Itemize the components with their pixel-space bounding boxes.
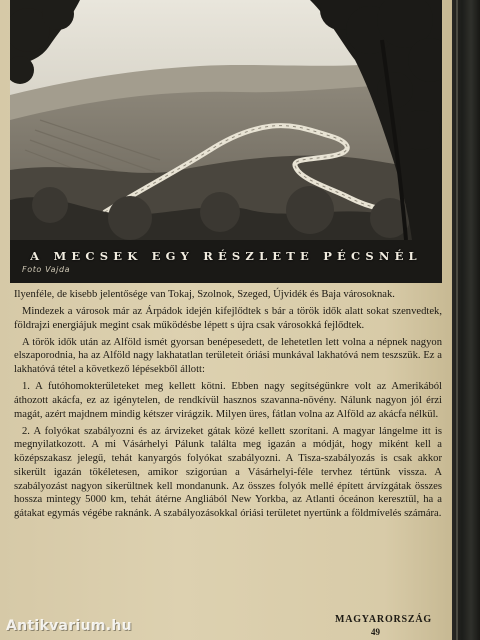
page-number: 49 <box>371 627 380 637</box>
book-spine <box>450 0 480 640</box>
running-footer-title: MAGYARORSZÁG <box>334 614 432 625</box>
photo-caption: A MECSEK EGY RÉSZLETE PÉCSNÉL <box>30 249 422 263</box>
paragraph-3: A török idők után az Alföld ismét gyorsan benépesedett, de lehetetlen lett volna a népnek nagyon elszaporodnia, ha az Alföld nagy lakhatatlan területeit óriási munkával lakhatóvá nem teszszük. Ez a lakhatóvá tétel a következő lépésekből állott: <box>14 336 442 376</box>
paragraph-1: Ilyenféle, de kisebb jelentősége van Tokaj, Szolnok, Szeged, Újvidék és Baja városoknak. <box>14 289 395 300</box>
mecsek-photograph <box>10 0 442 283</box>
watermark-logo: Antikvarium.hu <box>6 618 132 634</box>
paragraph-2: Mindezek a városok már az Árpádok idején kifejlődtek s bár a török idők alatt sokat szenvedtek, földrajzi energiájuk megint csak működésbe lépett s újra csak városokká fejlődtek. <box>14 305 442 331</box>
photo-credit: Foto Vajda <box>22 265 71 274</box>
paragraph-4: 1. A futóhomokterületeket meg kellett kötni. Ebben nagy segítségünkre volt az Amerikából áthozott akácfa, ez az igénytelen, de rendkívül hasznos szavanna-növény. Nálunk nagyon jól érzi magát, azért majdnem mindig kétszer virágzik. Milyen üres, fátlan volna az Alföld az akácfa nélkül. <box>14 381 442 420</box>
landscape-image <box>10 0 442 283</box>
paragraph-5: 2. A folyókat szabályozni és az árvizeket gátak közé kellett szorítani. A magyar lángelme itt is megnyilatkozott. A mi Vásárhelyi Pálunk találta meg igazán a módját, hogy miként kell a középszakasz jelegű, tehát kanyargós folyókat szabályozni. A Tisza-szabályozás is csak akkor sikerült igazán tökéletesen, amikor szigorúan a Vásárhelyi-féle tervhez tértünk vissza. A szabályozást nagyon sikerültnek kell mondanunk. Az összes folyók mellé épített árvízgátak összes hossza mintegy 5000 km, tehát átérne Angliából New Yorkba, az Atlanti óceánon keresztül, ha a gátakat egymás végébe raknánk. A szabályozásokkal óriási területet nyertünk a földmívelés számára. <box>14 425 442 519</box>
article-text <box>14 288 442 524</box>
caption-bar <box>10 244 442 268</box>
